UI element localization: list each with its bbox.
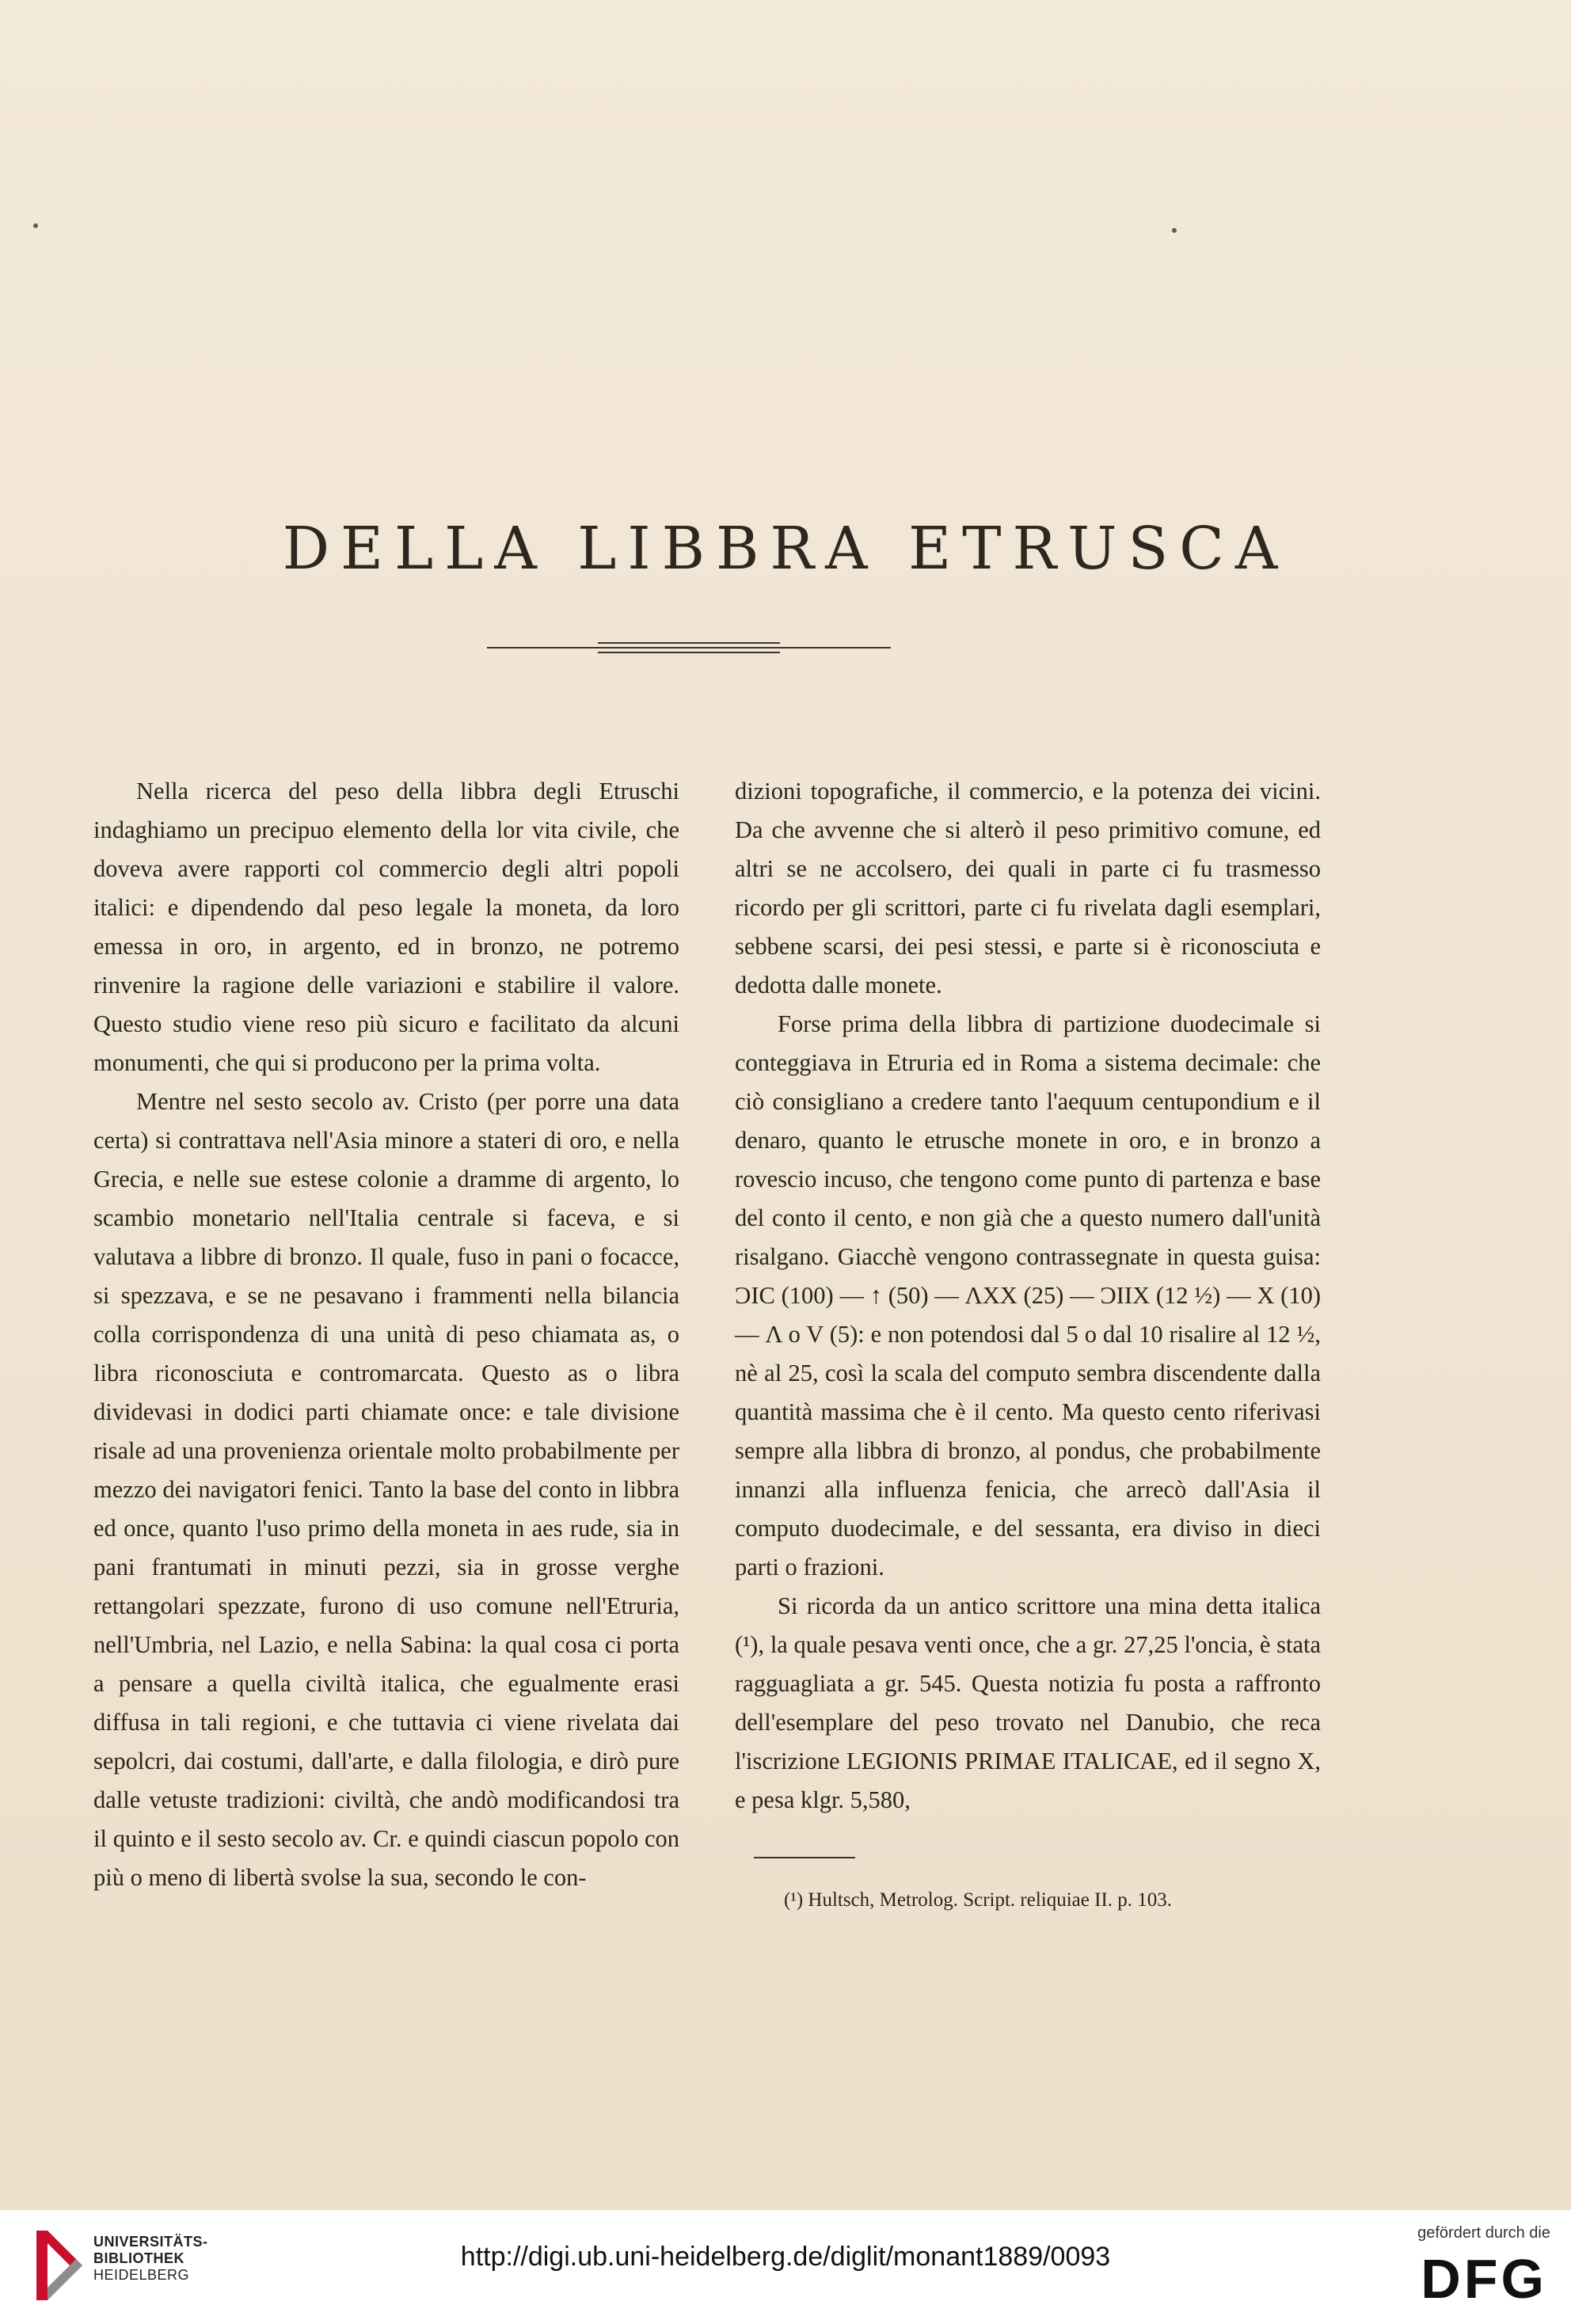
title-ornament-rule [487, 640, 891, 656]
paragraph: Mentre nel sesto secolo av. Cristo (per porre una data certa) si contrattava nell'Asia minore a stateri di oro, e nella Grecia, e nelle sue estese colonie a dramme di argento, lo scambio monetario nell'Italia centrale si faceva, e si valutava a libbre di bronzo. Il quale, fuso in pani o focacce, si spezzava, e se ne pesavano i frammenti nella bilancia colla corrispondenza di una unità di peso chiamata as, o libra riconosciuta e contromarcata. Questo as o libra dividevasi in dodici parti chiamate once: e tale divisione risale ad una provenienza orientale molto probabilmente per mezzo dei navigatori fenici. Tanto la base del conto in libbra ed once, quanto l'uso primo della moneta in aes rude, sia in pani frantumati in minuti pezzi, sia in grosse verghe rettangolari spezzate, furono di uso comune nell'Etruria, nell'Umbria, nel Lazio, e nella Sabina: la qual cosa ci porta a pensare a quella civiltà italica, che egualmente erasi diffusa in tali regioni, e che tuttavia ci viene rivelata dai sepolcri, dai costumi, dall'arte, e dalla filologia, e dirò pure dalle vetuste tradizioni: civiltà, che andò modificandosi tra il quinto e il sesto secolo av. Cr. e quindi ciascun popolo con più o meno di libertà svolse la sua, secondo le con- [93, 1088, 679, 1891]
paragraph: dizioni topografiche, il commercio, e la potenza dei vicini. Da che avvenne che si alterò il peso primitivo comune, ed altri se ne accolsero, dei quali in parte ci fu trasmesso ricordo per gli scrittori, parte ci fu rivelata dagli esemplari, sebbene scarsi, dei pesi stessi, e parte si è riconosciuta e dedotta dalle monete. [735, 778, 1321, 998]
page-title: DELLA LIBBRA ETRUSCA [282, 515, 1289, 583]
footnote: (¹) Hultsch, Metrolog. Script. reliquiae II. p. 103. [784, 1889, 1173, 1911]
paper-speck [1172, 228, 1177, 233]
paragraph: Si ricorda da un antico scrittore una mina detta italica (¹), la quale pesava venti once, che a gr. 27,25 l'oncia, è stata ragguagliata a gr. 545. Questa notizia fu posta a raffronto dell'esemplare del peso trovato nel Danubio, che reca l'iscrizione LEGIONIS PRIMAE ITALICAE, ed il segno X, e pesa klgr. 5,580, [735, 1592, 1321, 1813]
source-url-link[interactable]: http://digi.ub.uni-heidelberg.de/diglit/monant1889/0093 [460, 2242, 1111, 2272]
paragraph: Nella ricerca del peso della libbra degli Etruschi indaghiamo un precipuo elemento della lor vita civile, che doveva avere rapporti col commercio degli altri popoli italici: e dipendendo dal peso legale la moneta, da loro emessa in oro, in argento, ed in bronzo, ne potremo rinvenire la ragione delle variazioni e stabilire il valore. Questo studio viene reso più sicuro e facilitato da alcuni monumenti, che qui si producono per la prima volta. [93, 778, 679, 1076]
library-name: UNIVERSITÄTS- BIBLIOTHEK HEIDELBERG [93, 2234, 208, 2283]
dfg-logo: DFG [1421, 2248, 1547, 2310]
paragraph: Forse prima della libbra di partizione duodecimale si conteggiava in Etruria ed in Roma a sistema decimale: che ciò consigliano a credere tanto l'aequum centupondium e il denaro, quanto le etrusche monete in oro, e in bronzo a rovescio incuso, che tengono come punto di partenza e base del conto il cento, e non già che a questo numero dall'unità risalgano. Giacchè vengono contrassegnate in questa guisa: ƆIC (100) — ↑ (50) — ΛXX (25) — ƆIIX (12 ½) — X (10) — Λ o V (5): e non potendosi dal 5 o dal 10 risalire al 12 ½, nè al 25, così la scala del computo sembra discendente dalla quantità massima che è il cento. Ma questo cento riferivasi sempre alla libbra di bronzo, al pondus, che probabilmente innanzi alla influenza fenicia, che arrecò dall'Asia il computo duodecimale, e del sessanta, era diviso in dieci parti o frazioni. [735, 1010, 1321, 1580]
right-column [735, 772, 1321, 1820]
digitization-footer [0, 2209, 1571, 2324]
footnote-separator [754, 1857, 855, 1858]
funding-label: gefördert durch die [1417, 2224, 1550, 2242]
paper-speck [33, 223, 38, 228]
left-column [93, 772, 679, 1897]
